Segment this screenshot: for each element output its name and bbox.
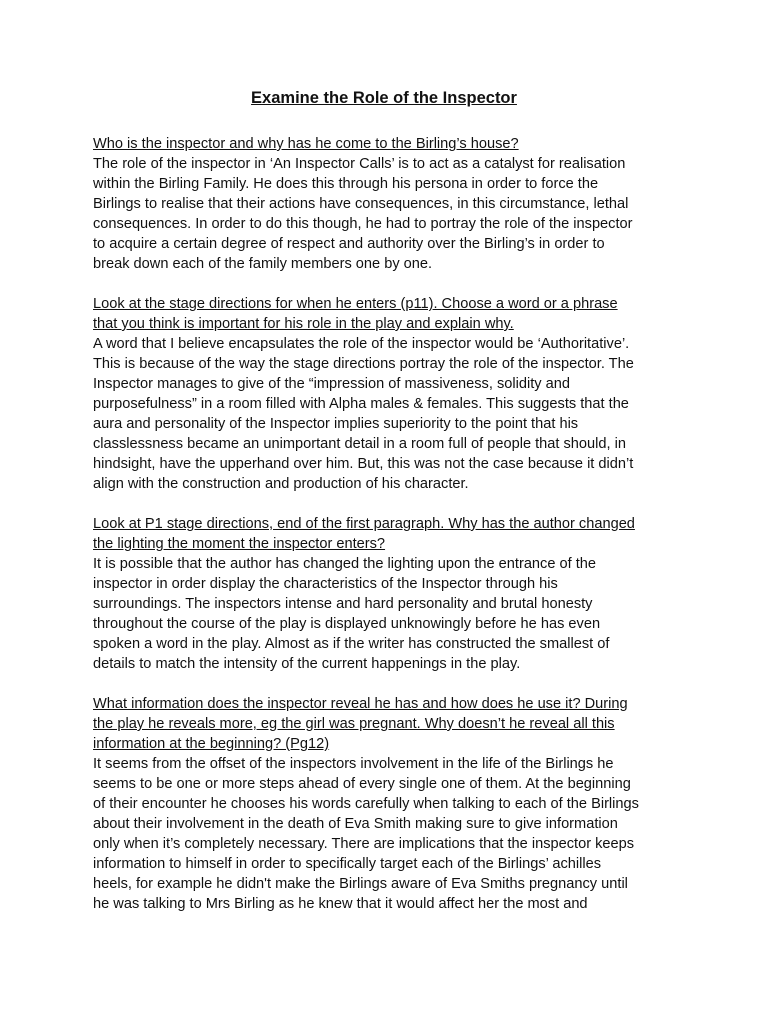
- answer-line: purposefulness” in a room filled with Alpha males & females. This suggests that the: [93, 396, 629, 412]
- question-line: Look at P1 stage directions, end of the first paragraph. Why has the author changed: [93, 516, 635, 532]
- answer-line: of their encounter he chooses his words carefully when talking to each of the Birlings: [93, 796, 639, 812]
- section-answer: [93, 754, 683, 914]
- section-answer: [93, 554, 683, 674]
- answer-line: throughout the course of the play is displayed unknowingly before he has even: [93, 616, 601, 632]
- answer-line: heels, for example he didn't make the Birlings aware of Eva Smiths pregnancy until: [93, 876, 628, 892]
- section-3: [93, 514, 683, 674]
- document-body: [93, 134, 683, 934]
- answer-line: surroundings. The inspectors intense and hard personality and brutal honesty: [93, 596, 593, 612]
- answer-line: break down each of the family members one by one.: [93, 256, 433, 272]
- answer-line: within the Birling Family. He does this through his persona in order to force the: [93, 176, 599, 192]
- answer-line: It is possible that the author has changed the lighting upon the entrance of the: [93, 556, 597, 572]
- answer-line: details to match the intensity of the current happenings in the play.: [93, 656, 521, 672]
- section-question: [93, 514, 683, 554]
- answer-line: inspector in order display the characteristics of the Inspector through his: [93, 576, 558, 592]
- answer-line: about their involvement in the death of Eva Smith making sure to give information: [93, 816, 618, 832]
- answer-line: This is because of the way the stage directions portray the role of the inspector. The: [93, 356, 634, 372]
- question-line: What information does the inspector reveal he has and how does he use it? During: [93, 696, 628, 712]
- section-4: [93, 694, 683, 914]
- question-line: Look at the stage directions for when he enters (p11). Choose a word or a phrase: [93, 296, 618, 312]
- answer-line: only when it’s completely necessary. There are implications that the inspector keeps: [93, 836, 635, 852]
- section-answer: [93, 334, 683, 494]
- section-2: [93, 294, 683, 494]
- answer-line: classlessness became an unimportant detail in a room full of people that should, in: [93, 436, 626, 452]
- answer-line: A word that I believe encapsulates the role of the inspector would be ‘Authoritative’.: [93, 336, 630, 352]
- answer-line: he was talking to Mrs Birling as he knew that it would affect her the most and: [93, 896, 588, 912]
- answer-line: hindsight, have the upperhand over him. But, this was not the case because it didn’t: [93, 456, 634, 472]
- answer-line: The role of the inspector in ‘An Inspector Calls’ is to act as a catalyst for realisation: [93, 156, 626, 172]
- question-line: the lighting the moment the inspector enters?: [93, 536, 386, 552]
- section-question: [93, 134, 683, 154]
- question-line: that you think is important for his role in the play and explain why.: [93, 316, 514, 332]
- question-line: Who is the inspector and why has he come to the Birling’s house?: [93, 136, 519, 152]
- answer-line: consequences. In order to do this though, he had to portray the role of the inspector: [93, 216, 633, 232]
- answer-line: It seems from the offset of the inspectors involvement in the life of the Birlings he: [93, 756, 614, 772]
- section-answer: [93, 154, 683, 274]
- answer-line: align with the construction and production of his character.: [93, 476, 469, 492]
- answer-line: aura and personality of the Inspector implies superiority to the point that his: [93, 416, 579, 432]
- question-line: the play he reveals more, eg the girl was pregnant. Why doesn’t he reveal all this: [93, 716, 615, 732]
- question-line: information at the beginning? (Pg12): [93, 736, 330, 752]
- section-question: [93, 294, 683, 334]
- answer-line: spoken a word in the play. Almost as if the writer has constructed the smallest of: [93, 636, 610, 652]
- answer-line: Inspector manages to give of the “impression of massiveness, solidity and: [93, 376, 570, 392]
- section-question: [93, 694, 683, 754]
- page-title: Examine the Role of the Inspector: [251, 89, 517, 107]
- answer-line: to acquire a certain degree of respect and authority over the Birling’s in order to: [93, 236, 605, 252]
- answer-line: Birlings to realise that their actions have consequences, in this circumstance, lethal: [93, 196, 629, 212]
- section-1: [93, 134, 683, 274]
- answer-line: information to himself in order to specifically target each of the Birlings’ achilles: [93, 856, 602, 872]
- answer-line: seems to be one or more steps ahead of every single one of them. At the beginning: [93, 776, 631, 792]
